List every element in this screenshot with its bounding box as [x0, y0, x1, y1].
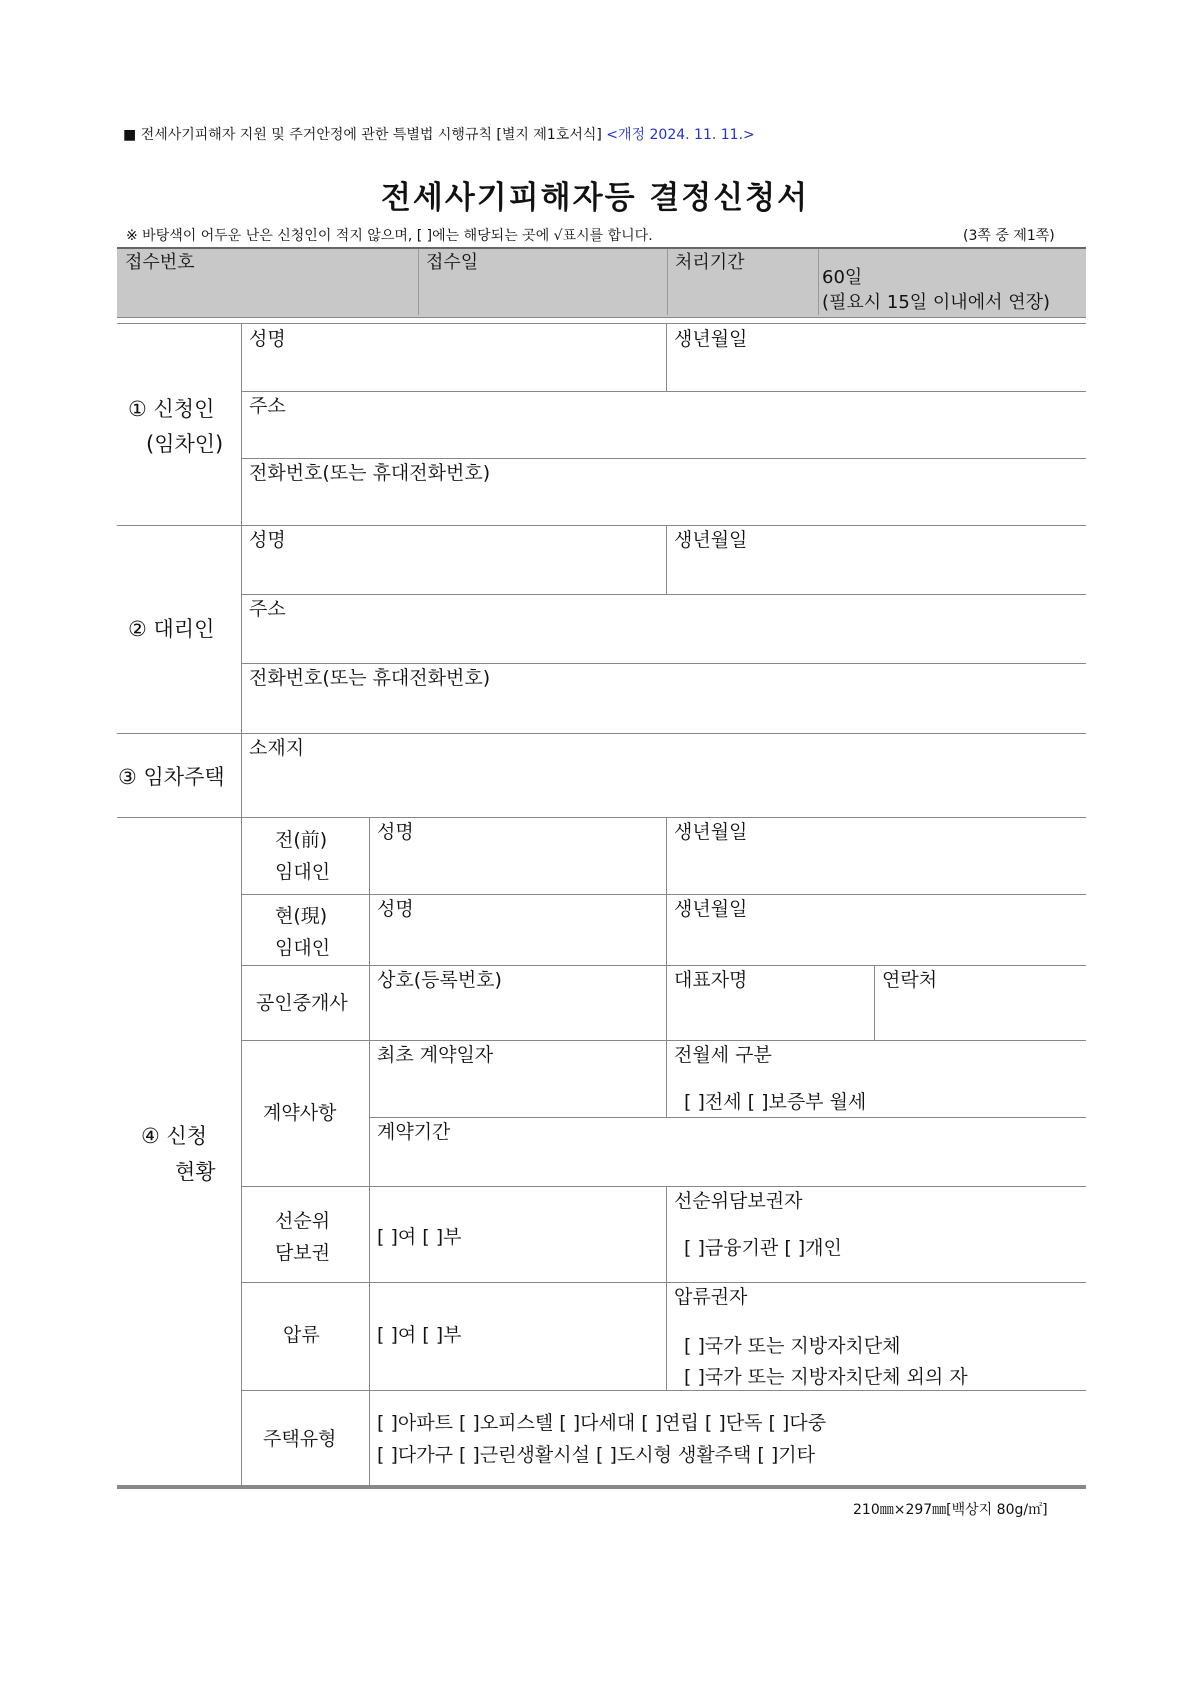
processing-period-value: 60일 — [822, 267, 863, 288]
cur-landlord-birth-field[interactable]: 생년월일 — [674, 898, 748, 920]
seizure-holder-option-state[interactable]: [ ]국가 또는 지방자치단체 — [684, 1335, 901, 1357]
page-title: 전세사기피해자등 결정신청서 — [380, 180, 810, 216]
contract-period-field[interactable]: 계약기간 — [377, 1121, 451, 1143]
senior-security-sublabel: 담보권 — [275, 1242, 331, 1264]
revision-note: <개정 2024. 11. 11.> — [606, 127, 755, 143]
applicant-label: ① 신청인 — [128, 397, 215, 421]
receipt-number-label: 접수번호 — [125, 252, 195, 273]
contract-label: 계약사항 — [263, 1102, 337, 1124]
senior-holder-checkboxes[interactable]: [ ]금융기관 [ ]개인 — [684, 1237, 842, 1259]
seizure-holder-label: 압류권자 — [674, 1286, 748, 1308]
table-bottom-border — [117, 1485, 1086, 1489]
application-status-sublabel: 현황 — [175, 1160, 216, 1184]
applicant-sublabel: (임차인) — [146, 432, 224, 456]
realtor-rep-field[interactable]: 대표자명 — [674, 969, 748, 991]
housing-type-label: 주택유형 — [263, 1428, 337, 1450]
first-contract-date-field[interactable]: 최초 계약일자 — [377, 1044, 494, 1066]
rent-type-checkboxes[interactable]: [ ]전세 [ ]보증부 월세 — [684, 1091, 867, 1113]
application-status-label: ④ 신청 — [141, 1124, 208, 1148]
agent-phone-field[interactable]: 전화번호(또는 휴대전화번호) — [249, 667, 491, 689]
location-field[interactable]: 소재지 — [249, 737, 305, 759]
rental-house-label: ③ 임차주택 — [118, 765, 225, 789]
law-title: 전세사기피해자 지원 및 주거안정에 관한 특별법 시행규칙 [별지 제1호서식] — [140, 127, 602, 143]
agent-name-field[interactable]: 성명 — [249, 529, 286, 551]
realtor-contact-field[interactable]: 연락처 — [882, 969, 938, 991]
instruction-text: ※ 바탕색이 어두운 난은 신청인이 적지 않으며, [ ]에는 해당되는 곳에 √표시를 합니다. — [126, 228, 653, 244]
rent-type-label: 전월세 구분 — [674, 1044, 772, 1066]
prev-landlord-name-field[interactable]: 성명 — [377, 821, 414, 843]
applicant-birth-field[interactable]: 생년월일 — [674, 328, 748, 350]
realtor-label: 공인중개사 — [256, 992, 348, 1014]
housing-type-row2-checkboxes[interactable]: [ ]다가구 [ ]근린생활시설 [ ]도시형 생활주택 [ ]기타 — [377, 1444, 815, 1466]
cur-landlord-name-field[interactable]: 성명 — [377, 898, 414, 920]
applicant-phone-field[interactable]: 전화번호(또는 휴대전화번호) — [249, 462, 491, 484]
cur-landlord-sublabel: 임대인 — [275, 937, 331, 959]
housing-type-row1-checkboxes[interactable]: [ ]아파트 [ ]오피스텔 [ ]다세대 [ ]연립 [ ]단독 [ ]다중 — [377, 1412, 827, 1434]
senior-holder-label: 선순위담보권자 — [674, 1190, 803, 1212]
page-indicator: (3쪽 중 제1쪽) — [963, 228, 1055, 244]
processing-period-label: 처리기간 — [675, 252, 745, 273]
cur-landlord-label: 현(現) — [275, 905, 328, 927]
seizure-holder-option-other[interactable]: [ ]국가 또는 지방자치단체 외의 자 — [684, 1366, 968, 1388]
agent-address-field[interactable]: 주소 — [249, 598, 286, 620]
applicant-name-field[interactable]: 성명 — [249, 328, 286, 350]
form-header — [123, 127, 755, 144]
receipt-date-label: 접수일 — [426, 252, 479, 273]
applicant-address-field[interactable]: 주소 — [249, 395, 286, 417]
prev-landlord-sublabel: 임대인 — [275, 861, 331, 883]
seizure-label: 압류 — [283, 1324, 320, 1346]
realtor-trade-field[interactable]: 상호(등록번호) — [377, 969, 502, 991]
senior-security-label: 선순위 — [275, 1210, 331, 1232]
prev-landlord-label: 전(前) — [275, 829, 328, 851]
processing-period-note: (필요시 15일 이내에서 연장) — [822, 292, 1050, 313]
agent-label: ② 대리인 — [128, 617, 215, 641]
square-icon: ■ — [123, 127, 137, 143]
paper-spec: 210㎜×297㎜[백상지 80g/㎡] — [853, 1502, 1048, 1518]
agent-birth-field[interactable]: 생년월일 — [674, 529, 748, 551]
seizure-yn-checkboxes[interactable]: [ ]여 [ ]부 — [377, 1324, 462, 1346]
senior-security-yn-checkboxes[interactable]: [ ]여 [ ]부 — [377, 1226, 462, 1248]
prev-landlord-birth-field[interactable]: 생년월일 — [674, 821, 748, 843]
